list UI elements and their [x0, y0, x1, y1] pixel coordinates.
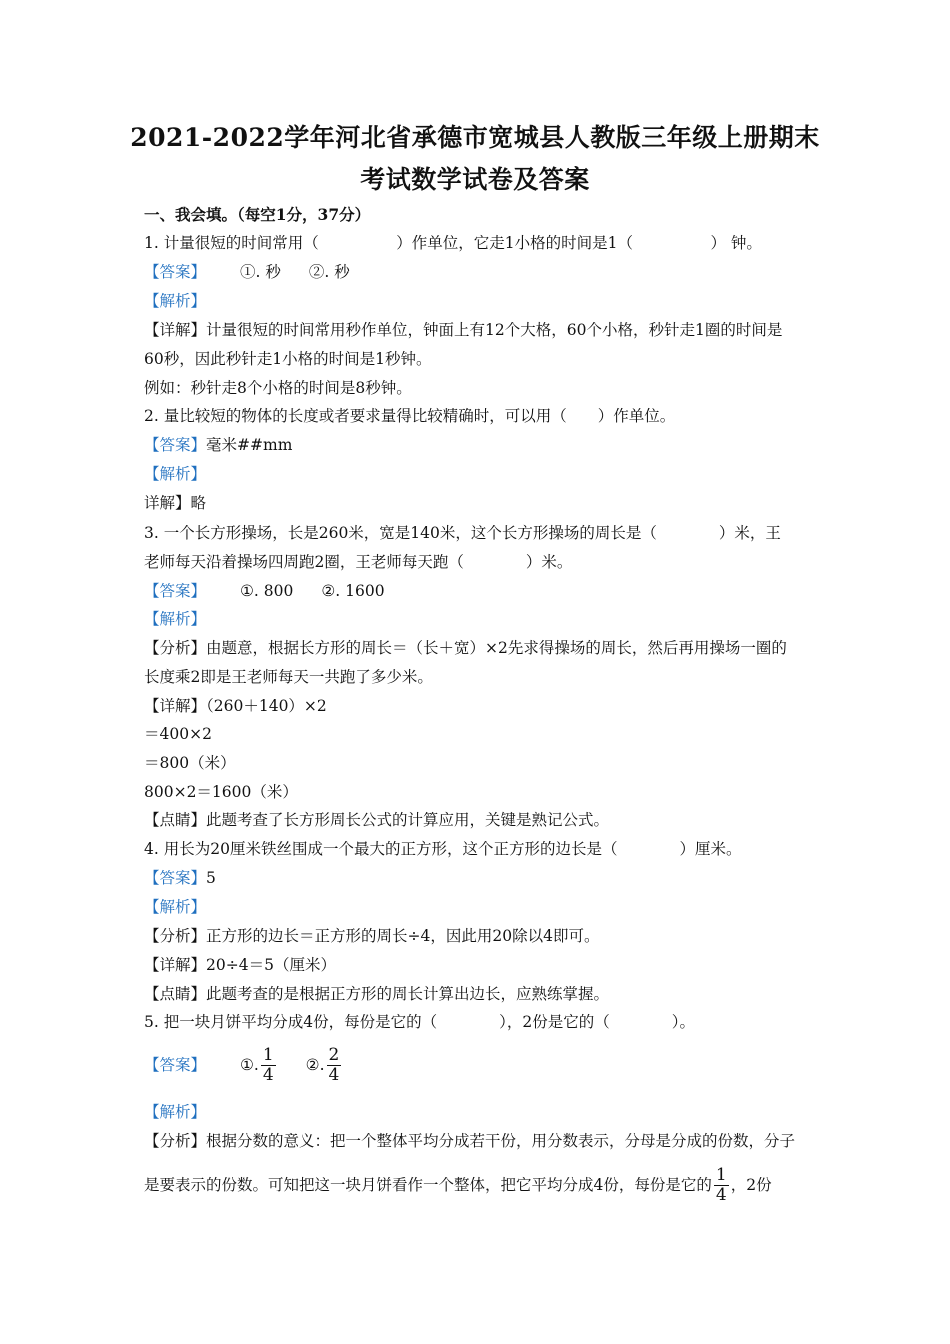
q3-dianjing-text: 此题考查了长方形周长公式的计算应用，关键是熟记公式。: [206, 811, 610, 829]
dianjing-label: 【点睛】: [144, 985, 207, 1003]
question-2: 2. 量比较短的物体的长度或者要求量得比较精确时，可以用（ ）作单位。: [144, 407, 676, 425]
q5-answer-2-prefix: ②.: [305, 1056, 325, 1074]
q5-fenxi-text-b: 是要表示的份数。可知把这一块月饼看作一个整体，把它平均分成4份，每份是它的: [144, 1176, 712, 1194]
question-1: 1. 计量很短的时间常用（ ）作单位，它走1小格的时间是1（ ） 钟。: [144, 234, 762, 252]
fenxi-label: 【分析】: [144, 1132, 207, 1150]
q5-analysis-label: 【解析】: [144, 1103, 207, 1121]
q4-detail-text: 20÷4＝5（厘米）: [206, 956, 336, 974]
q2-answer: 毫米##mm: [206, 436, 293, 454]
answer-label: 【答案】: [144, 582, 207, 600]
q5-fenxi-tail: ，2份: [730, 1176, 772, 1194]
q4-answer: 5: [206, 869, 216, 887]
q4-dianjing-text: 此题考查的是根据正方形的周长计算出边长，应熟练掌握。: [206, 985, 610, 1003]
answer-label: 【答案】: [144, 1056, 207, 1074]
detail-label: 【详解】: [144, 321, 207, 339]
q3-answer-row: [144, 581, 385, 601]
q1-answer-2: ②. 秒: [308, 263, 350, 281]
q1-detail-text-a: 计量很短的时间常用秒作单位，钟面上有12个大格，60个小格，秒针走1圈的时间是: [206, 321, 783, 339]
answer-label: 【答案】: [144, 263, 207, 281]
q1-detail-line1: [144, 320, 782, 340]
q3-fenxi-text-a: 由题意，根据长方形的周长＝（长＋宽）×2先求得操场的周长，然后再用操场一圈的: [206, 639, 787, 657]
q4-dianjing-row: [144, 984, 609, 1004]
q5-fenxi-text-a: 根据分数的意义：把一个整体平均分成若干份，用分数表示，分母是分成的份数，分子: [206, 1132, 796, 1150]
q1-answer-row: [144, 262, 350, 282]
dianjing-label: 【点睛】: [144, 811, 207, 829]
q4-fenxi-text: 正方形的边长＝正方形的周长÷4，因此用20除以4即可。: [206, 927, 600, 945]
q1-detail-line2: 60秒，因此秒针走1小格的时间是1秒钟。: [144, 350, 432, 368]
question-4: 4. 用长为20厘米铁丝围成一个最大的正方形，这个正方形的边长是（ ）厘米。: [144, 840, 742, 858]
q4-analysis-label: 【解析】: [144, 898, 207, 916]
question-3-line1: 3. 一个长方形操场，长是260米，宽是140米，这个长方形操场的周长是（ ）米，王: [144, 524, 781, 542]
q3-answer-2: ②. 1600: [321, 582, 385, 600]
q4-answer-row: [144, 868, 216, 888]
q5-fenxi-numerator: 1: [715, 1164, 727, 1185]
q3-calc-2: ＝400×2: [144, 725, 212, 743]
q3-detail-row: [144, 696, 327, 716]
question-5: 5. 把一块月饼平均分成4份，每份是它的（ ），2份是它的（ ）。: [144, 1013, 695, 1031]
q1-answer-1: ①. 秒: [240, 263, 281, 281]
q5-answer-2-fraction: [327, 1046, 342, 1085]
document-title-line1: 2021-2022学年河北省承德市宽城县人教版三年级上册期末: [130, 123, 820, 152]
q1-analysis-label: 【解析】: [144, 292, 207, 310]
q3-fenxi-line2: 长度乘2即是王老师每天一共跑了多少米。: [144, 668, 433, 686]
q3-calc-4: 800×2＝1600（米）: [144, 783, 298, 801]
q2-answer-row: [144, 435, 292, 455]
q5-answer-1-prefix: ①.: [240, 1056, 259, 1074]
detail-label: 【详解】: [144, 697, 207, 715]
q3-analysis-label: 【解析】: [144, 610, 207, 628]
question-3-line2: 老师每天沿着操场四周跑2圈，王老师每天跑（ ）米。: [144, 553, 573, 571]
q5-fenxi-denominator: 4: [715, 1184, 727, 1205]
answer-label: 【答案】: [144, 869, 207, 887]
q3-dianjing-row: [144, 810, 609, 830]
q5-fenxi-line2: [144, 1162, 772, 1206]
q4-detail-row: [144, 955, 336, 975]
fenxi-label: 【分析】: [144, 927, 207, 945]
q1-example: 例如：秒针走8个小格的时间是8秒钟。: [144, 379, 412, 397]
document-title-line2: 考试数学试卷及答案: [360, 165, 590, 194]
section-heading: 一、我会填。（每空1分，37分）: [144, 205, 371, 224]
q3-fenxi-line1: [144, 638, 787, 658]
q4-fenxi-row: [144, 926, 599, 946]
detail-label: 【详解】: [144, 956, 207, 974]
q3-answer-1: ①. 800: [240, 582, 294, 600]
q3-calc-3: ＝800（米）: [144, 754, 236, 772]
q5-fenxi-line1: [144, 1131, 795, 1151]
q5-answer-2-numerator: 2: [328, 1044, 340, 1065]
q5-answer-row: [144, 1040, 343, 1088]
q2-analysis-label: 【解析】: [144, 465, 207, 483]
q5-answer-1-numerator: 1: [262, 1044, 274, 1065]
q5-fenxi-fraction: [714, 1166, 729, 1205]
q2-detail: 详解】略: [144, 494, 207, 512]
answer-label: 【答案】: [144, 436, 207, 454]
q5-answer-1-denominator: 4: [262, 1064, 274, 1085]
fenxi-label: 【分析】: [144, 639, 207, 657]
q3-calc-1: （260＋140）×2: [206, 697, 327, 715]
q5-answer-1-fraction: [261, 1046, 276, 1085]
q5-answer-2-denominator: 4: [328, 1064, 340, 1085]
